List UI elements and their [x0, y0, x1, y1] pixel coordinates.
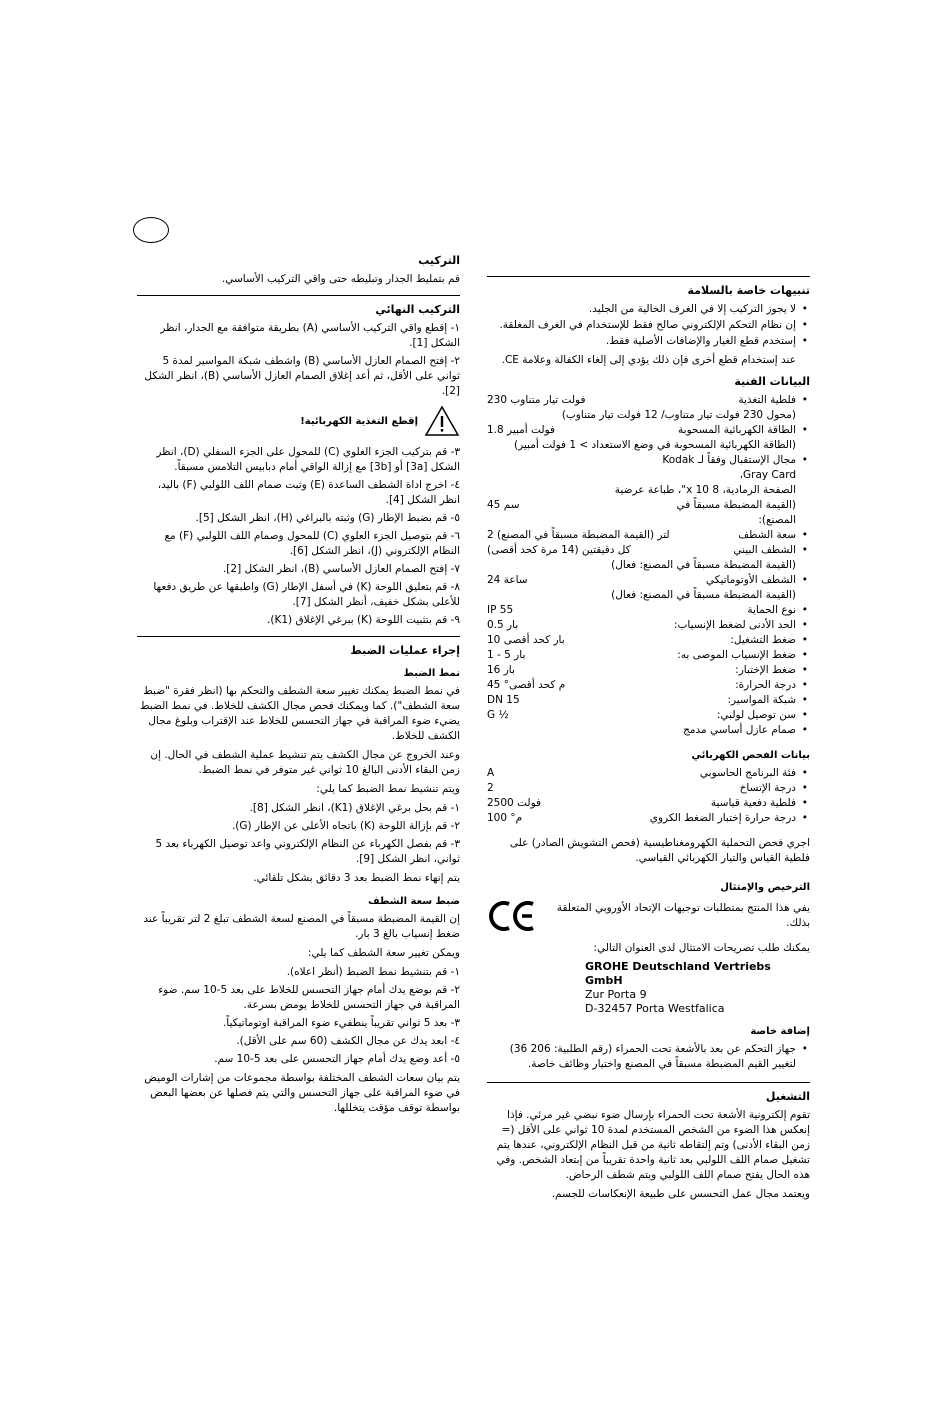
- spec-row: [487, 393, 810, 408]
- spec-value: 45 سم: [487, 499, 520, 511]
- divider: [487, 1082, 810, 1083]
- list-item: ١- إقطع واقي التركيب الأساسي (A) بطريقة متوافقة مع الجدار، انظر الشكل [1].: [160, 322, 460, 349]
- mode-paragraph: في نمط الضبط يمكنك تغيير سعة الشطف والتحكم بها (انظر فقرة "ضبط سعة الشطف"). كما ويمكنك فحص مجال الكشف للخلاط. في نمط الضبط يضيء ضوء المراقبة في جهاز التحسس للخلاط عند الإقتراب وبلوغ مجال الكشف للخلاط.: [139, 685, 460, 742]
- spec-label: الشطف الأوتوماتيكي: [705, 574, 796, 586]
- volume-steps-list: [137, 965, 460, 1067]
- accessory-heading: إضافة خاصة: [750, 1026, 810, 1037]
- mode-paragraph: ويتم تنشيط نمط الضبط كما يلي:: [316, 783, 460, 795]
- spec-value: 1 - 5 بار: [487, 649, 526, 661]
- spec-value: 230 فولت تيار متناوب: [487, 394, 586, 406]
- spec-label: فئة البرنامج الحاسوبي: [699, 767, 796, 779]
- spec-value: 24 ساعة: [487, 574, 528, 586]
- spec-subnote: (الطاقة الكهربائية المسحوبة في وضع الاستعداد > 1 فولت أمبير): [513, 439, 796, 451]
- spec-value: IP 55: [487, 604, 514, 616]
- spec-value: DN 15: [487, 694, 520, 706]
- spec-row: [487, 633, 810, 648]
- spec-value: 2 لتر (القيمة المضبطة مسبقاً في المصنع): [487, 529, 670, 541]
- list-item: ٩- قم بتثبيت اللوحة (K) ببرغي الإغلاق (K1).: [267, 614, 460, 626]
- list-item: ٢- قم بوضع يدك أمام جهاز التحسس للخلاط على بعد 5-10 سم. ضوء المراقبة في جهاز التحسس للخلاط يومض بسرعة.: [158, 984, 460, 1011]
- ce-mark-icon: [487, 899, 537, 933]
- list-item: ٢- إفتح الصمام العازل الأساسي (B) واشطف شبكة المواسير لمدة 5 ثواني على الأقل، ثم أعد إغلاق الصمام العازل الأساسي (B)، انظر الشكل [2].: [144, 355, 460, 397]
- spec-row: [487, 723, 810, 738]
- company-name: GROHE Deutschland Vertriebs GmbH: [585, 960, 771, 987]
- list-item: ٣- قم بفصل الكهرباء عن النظام الإلكتروني واعد توصيل الكهرباء بعد 5 ثواني، انظر الشكل [9].: [155, 838, 460, 865]
- list-item: • لا يجوز التركيب إلا في الغرف الخالية من الجليد.: [487, 302, 810, 317]
- spec-label: الشطف البيني: [733, 544, 796, 556]
- approval-request: يمكنك طلب تصريحات الامتثال لدى العنوان التالي:: [593, 942, 810, 954]
- tech-heading: البيانات الفنية: [734, 375, 810, 388]
- spec-value: 2: [487, 782, 494, 794]
- address-street: Zur Porta 9: [585, 988, 647, 1001]
- warning-block: [137, 405, 460, 437]
- volume-paragraph: يتم بيان سعات الشطف المختلفة بواسطة مجموعات من إشارات الوميض في ضوء المراقبة على جهاز التحسس والتي يتم فصلها عن بعضها البعض بواسطة توقف مؤقت يتخللها.: [144, 1072, 460, 1114]
- mode-paragraph: وعند الخروج عن مجال الكشف يتم تنشيط عملية الشطف في الحال. إن زمن البقاء الأدنى البالغ 10 ثواني غير متوفر في نمط الضبط.: [150, 749, 460, 776]
- warning-text: إقطع التغذية الكهربائية!: [300, 415, 418, 427]
- divider: [487, 276, 810, 277]
- list-item: ٢- قم بإزالة اللوحة (K) باتجاه الأعلى عن الإطار (G).: [231, 820, 460, 832]
- spec-value: 100 °م: [487, 812, 523, 824]
- safety-note: عند إستخدام قطع أخرى فإن ذلك يؤدي إلى إلغاء الكفالة وعلامة CE.: [501, 354, 796, 366]
- spec-label: مجال الإستقبال وفقاً لـ Kodak Gray Card،: [662, 454, 796, 481]
- operation-heading: التشغيل: [765, 1090, 810, 1103]
- installation-text: قم بتمليط الجدار وتبليطه حتى واقي التركيب الأساسي.: [221, 273, 460, 285]
- spec-value: 16 بار: [487, 664, 515, 676]
- spec-label: الحد الأدنى لضغط الإنسياب:: [674, 619, 796, 631]
- spec-row: [487, 693, 810, 708]
- list-item: ٨- قم بتعليق اللوحة (K) في أسفل الإطار (G) واطبقها عن طريق دفعها للأعلى بشكل خفيف، أنظر الشكل [7].: [153, 581, 460, 608]
- list-item: • إن نظام التحكم الإلكتروني صالح فقط للإستخدام في الغرف المغلقة.: [487, 318, 810, 333]
- list-item: ٤- ابعد يدك عن مجال الكشف (60 سم على الأقل).: [236, 1035, 460, 1047]
- elec-specs: [487, 766, 810, 826]
- spec-label: (القيمة المضبطة مسبقاً في المصنع):: [676, 499, 796, 526]
- adjustment-heading: إجراء عمليات الضبط: [350, 644, 460, 657]
- list-item: ٣- بعد 5 ثواني تقريباً ينطفيء ضوء المراقبة اوتوماتيكياً.: [222, 1017, 460, 1029]
- divider: [137, 636, 460, 637]
- spec-row: [487, 796, 810, 811]
- spec-row: [487, 663, 810, 678]
- spec-row: [487, 453, 810, 483]
- tech-specs: [487, 393, 810, 738]
- approval-text: يفي هذا المنتج بمتطلبات توجيهات الإتحاد الأوروبي المتعلقة بذلك.: [556, 902, 810, 929]
- list-item: • إستخدم قطع الغيار والإضافات الأصلية فقط.: [487, 334, 810, 349]
- spec-label: نوع الحماية: [747, 604, 796, 616]
- list-item: ١- قم بتنشيط نمط الضبط (أنظر اعلاه).: [286, 966, 460, 978]
- elec-heading: بيانات الفحص الكهربائي: [691, 750, 810, 761]
- spec-row: [487, 781, 810, 796]
- spec-label: فلطية التغذية: [738, 394, 796, 406]
- spec-label: درجة حرارة إختبار الضغط الكروي: [649, 812, 796, 824]
- spec-row: [487, 708, 810, 723]
- spec-label: سعة الشطف: [738, 529, 796, 541]
- spec-value: G ½: [487, 709, 509, 721]
- spec-value: 2500 فولت: [487, 797, 542, 809]
- final-steps-list: [137, 321, 460, 399]
- spec-row: [487, 528, 810, 543]
- spec-value: كل دقيقتين (14 مرة كحد أقصى): [487, 544, 631, 556]
- spec-row: [487, 678, 810, 693]
- spec-value: 0.5 بار: [487, 619, 519, 631]
- list-item: ١- قم بحل برغي الإغلاق (K1)، انظر الشكل [8].: [249, 802, 460, 814]
- spec-label: سن توصيل لولبي:: [716, 709, 796, 721]
- right-column: [487, 276, 810, 1206]
- warning-triangle-icon: [424, 405, 460, 437]
- divider: [137, 295, 460, 296]
- list-item: ٥- قم بضبط الإطار (G) وثبته بالبراغي (H)، انظر الشكل [5].: [195, 512, 460, 524]
- approval-heading: الترخيص والإمتثال: [720, 882, 810, 893]
- final-installation-heading: التركيب النهائي: [375, 303, 460, 316]
- spec-label: ضغط الإنسياب الموصى به:: [677, 649, 796, 661]
- safety-list: [487, 302, 810, 349]
- mode-heading: نمط الضبط: [403, 668, 460, 679]
- safety-heading: تنبيهات خاصة بالسلامة: [687, 284, 810, 297]
- volume-paragraph: ويمكن تغيير سعة الشطف كما يلي:: [307, 947, 460, 959]
- spec-label: ضغط الإختبار:: [735, 664, 796, 676]
- spec-row: [487, 766, 810, 781]
- spec-row: [487, 648, 810, 663]
- spec-subnote: الصفحة الرمادية، 8 x 10"، طباعة عرضية: [614, 484, 796, 496]
- operation-paragraph: تقوم إلكترونية الأشعة تحت الحمراء بإرسال ضوء نبضي غير مرئي. فإذا إنعكس هذا الضوء من الشخص المستخدم لمدة 10 ثواني على الأقل (= زمن البقاء الأدنى) وتم إلتقاطه ثانية من قبل النظام الإلكتروني، عندها يتم تشغيل صمام اللف اللولبي بعد ثانية واحدة تقريباً من إبتعاد الشخص. وفي هذه الحال يفتح صمام اللف اللولبي ويتم شطف الرحاض.: [496, 1109, 810, 1181]
- left-column: [137, 247, 460, 1120]
- operation-paragraph: ويعتمد مجال عمل التحسس على طبيعة الإنعكاسات للجسم.: [551, 1188, 810, 1200]
- spec-label: الطاقة الكهربائية المسحوبة: [678, 424, 796, 436]
- spec-label: شبكة المواسير:: [727, 694, 796, 706]
- installation-heading: التركيب: [418, 254, 460, 267]
- spec-label: درجة الحرارة:: [735, 679, 796, 691]
- spec-row: [487, 811, 810, 826]
- list-item: ٥- أعد وضع يدك أمام جهاز التحسس على بعد 5-10 سم.: [214, 1053, 460, 1065]
- mode-steps-list: [137, 801, 460, 867]
- spec-subnote: (القيمة المضبطة مسبقاً في المصنع: فعال): [611, 589, 796, 601]
- spec-value: A: [487, 767, 495, 779]
- mode-paragraph: يتم إنهاء نمط الضبط بعد 3 دقائق بشكل تلقائي.: [253, 872, 460, 884]
- language-oval: [133, 217, 169, 243]
- spec-row: [487, 498, 810, 528]
- volume-heading: ضبط سعة الشطف: [368, 896, 460, 907]
- spec-label: صمام عازل أساسي مدمج: [683, 724, 796, 736]
- volume-paragraph: إن القيمة المضبطة مسبقاً في المصنع لسعة الشطف تبلغ 2 لتر تقريباً عند ضغط إنسياب بالغ 3 بار.: [143, 913, 460, 940]
- list-item: • جهاز التحكم عن بعد بالأشعة تحت الحمراء (رقم الطلبية: 206 36) لتغيير القيم المضبطة مسبقاً في المصنع واختيار وظائف خاصة.: [487, 1042, 810, 1072]
- spec-label: درجة الإتساخ: [739, 782, 796, 794]
- spec-row: [487, 618, 810, 633]
- address-city: D-32457 Porta Westfalica: [585, 1002, 725, 1015]
- list-item: ٣- قم بتركيب الجزء العلوي (C) للمحول على الجزء السفلي (D)، انظر الشكل [3a] أو [3b] مع إزالة الواقي أمام دبابيس التلامس مسبقاً.: [156, 446, 460, 473]
- spec-row: [487, 423, 810, 438]
- spec-row: [487, 543, 810, 558]
- list-item: ٦- قم بتوصيل الجزء العلوي (C) للمحول وصمام اللف اللولبي (F) مع النظام الإلكتروني (J)، انظر الشكل [6].: [164, 530, 460, 557]
- final-steps-list-2: [137, 445, 460, 628]
- spec-value: 1.8 فولت أمبير: [487, 424, 556, 436]
- spec-row: [487, 573, 810, 588]
- spec-value: 45 °م كحد أقصى: [487, 679, 566, 691]
- list-item: ٧- إفتح الصمام العازل الأساسي (B)، انظر الشكل [2].: [222, 563, 460, 575]
- spec-row: [487, 603, 810, 618]
- spec-label: فلطية دفعية قياسية: [710, 797, 796, 809]
- spec-subnote: (القيمة المضبطة مسبقاً في المصنع: فعال): [611, 559, 796, 571]
- accessory-list: [487, 1042, 810, 1072]
- spec-value: 10 بار كحد أقصى: [487, 634, 565, 646]
- ce-block: [487, 899, 810, 933]
- spec-label: ضغط التشغيل:: [730, 634, 796, 646]
- address-block: [487, 960, 810, 1016]
- list-item: ٤- اخرج اداة الشطف الساعدة (E) وثبت صمام اللف اللولبي (F) باليد، انظر الشكل [4].: [157, 479, 460, 506]
- elec-note: اجري فحص التحملية الكهرومغناطيسية (فحص التشويش الصادر) على فلطية القياس والتيار الكهربائي القياسي.: [509, 837, 810, 864]
- spec-subnote: (محول 230 فولت تيار متناوب/ 12 فولت تيار متناوب): [561, 409, 796, 421]
